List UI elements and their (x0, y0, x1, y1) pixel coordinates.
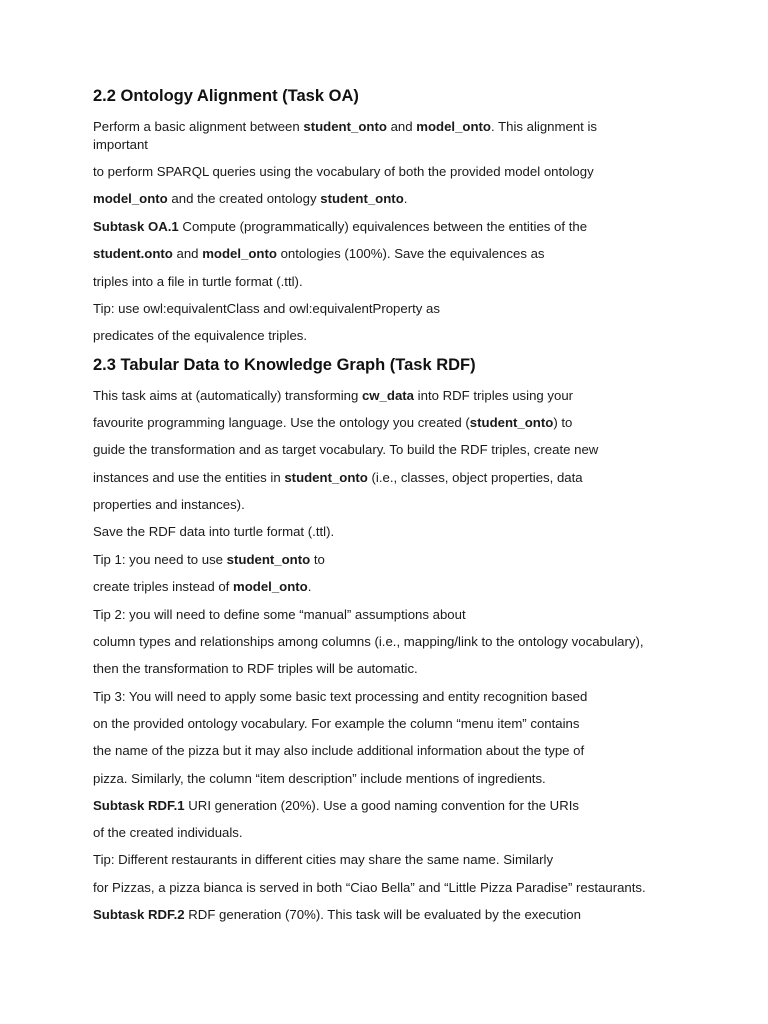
text-run: . This alignment is (490, 119, 598, 134)
text-run: create triples instead of (93, 579, 234, 594)
text-line (93, 688, 587, 706)
text-run: Tip 3: You will need to apply some basic text processing and entity recognition based (93, 689, 588, 704)
text-run: Compute (programmatically) equivalences between the entities of the (178, 219, 588, 234)
text-run: Tip 1: you need to use (93, 552, 227, 567)
bold-term: cw_data (361, 388, 415, 403)
bold-term: student.onto (93, 246, 173, 261)
text-run: (i.e., classes, object properties, data (367, 470, 583, 485)
section-heading: 2.2 Ontology Alignment (Task OA) (93, 87, 359, 105)
text-run: of the created individuals. (93, 825, 243, 840)
text-line (93, 742, 584, 760)
text-run: on the provided ontology vocabulary. For example the column “menu item” contains (93, 716, 580, 731)
text-run: and (172, 246, 203, 261)
text-line (93, 770, 546, 788)
text-run: ontologies (100%). Save the equivalences as (276, 246, 545, 261)
text-run: . (307, 579, 312, 594)
text-line (93, 273, 303, 291)
text-line (93, 633, 644, 651)
bold-term: student_onto (303, 119, 387, 134)
text-line (93, 715, 579, 733)
text-run: triples into a file in turtle format (.ttl). (93, 274, 303, 289)
text-line (93, 300, 440, 318)
text-line (93, 906, 581, 924)
text-run: Tip 2: you will need to define some “manual” assumptions about (93, 607, 466, 622)
text-line (93, 414, 572, 432)
text-line (93, 879, 646, 897)
text-line (93, 190, 407, 208)
text-run: then the transformation to RDF triples will be automatic. (93, 661, 418, 676)
bold-term: model_onto (233, 579, 308, 594)
text-run: for Pizzas, a pizza bianca is served in both “Ciao Bella” and “Little Pizza Paradise” restaurants. (93, 880, 646, 895)
text-run: ) to (553, 415, 573, 430)
text-line (93, 606, 466, 624)
text-run: properties and instances). (93, 497, 245, 512)
bold-term: Subtask RDF.2 (93, 907, 185, 922)
text-line (93, 551, 325, 569)
text-run: and (386, 119, 417, 134)
text-line (93, 824, 243, 842)
bold-term: Subtask OA.1 (93, 219, 179, 234)
text-run: predicates of the equivalence triples. (93, 328, 308, 343)
text-run: This task aims at (automatically) transforming (93, 388, 362, 403)
text-run: URI generation (20%). Use a good naming convention for the URIs (184, 798, 579, 813)
bold-term: student_onto (226, 552, 311, 567)
text-run: . (403, 191, 408, 206)
text-line (93, 163, 594, 181)
bold-term: student_onto (469, 415, 554, 430)
bold-term: student_onto (284, 470, 368, 485)
section-heading: 2.3 Tabular Data to Knowledge Graph (Task RDF) (93, 356, 476, 374)
text-line (93, 441, 598, 459)
bold-term: model_onto (202, 246, 277, 261)
text-run: RDF generation (70%). This task will be evaluated by the execution (184, 907, 581, 922)
text-line (93, 245, 545, 263)
text-line (93, 578, 311, 596)
text-run: Tip: use owl:equivalentClass and owl:equivalentProperty as (93, 301, 440, 316)
text-run: Tip: Different restaurants in different cities may share the same name. Similarly (93, 852, 554, 867)
text-line (93, 660, 418, 678)
text-run: into RDF triples using your (414, 388, 574, 403)
text-run: column types and relationships among columns (i.e., mapping/link to the ontology vocabulary), (93, 634, 644, 649)
text-line (93, 851, 553, 869)
text-line (93, 469, 583, 487)
text-line (93, 327, 307, 345)
text-run: favourite programming language. Use the ontology you created ( (93, 415, 470, 430)
text-run: important (93, 137, 148, 152)
text-line (93, 387, 573, 405)
text-line (93, 523, 334, 541)
text-run: to perform SPARQL queries using the vocabulary of both the provided model ontology (93, 164, 594, 179)
text-run: instances and use the entities in (93, 470, 285, 485)
text-run: the name of the pizza but it may also include additional information about the type of (93, 743, 585, 758)
bold-term: student_onto (320, 191, 404, 206)
text-run: Perform a basic alignment between (93, 119, 304, 134)
text-line (93, 797, 579, 815)
text-run: guide the transformation and as target vocabulary. To build the RDF triples, create new (93, 442, 599, 457)
text-line (93, 118, 597, 136)
text-run: Save the RDF data into turtle format (.ttl). (93, 524, 335, 539)
text-run: pizza. Similarly, the column “item description” include mentions of ingredients. (93, 771, 546, 786)
text-run: and the created ontology (167, 191, 321, 206)
bold-term: model_onto (93, 191, 168, 206)
text-line (93, 136, 148, 154)
text-line (93, 496, 245, 514)
bold-term: model_onto (416, 119, 491, 134)
text-line (93, 218, 587, 236)
bold-term: Subtask RDF.1 (93, 798, 185, 813)
text-run: to (310, 552, 325, 567)
